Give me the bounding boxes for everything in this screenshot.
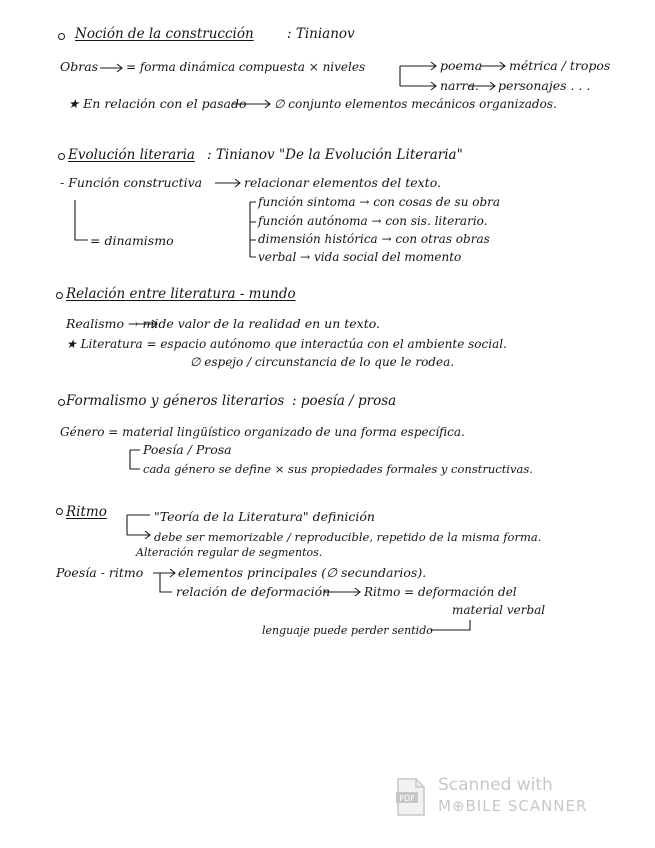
section5-line4b: elementos principales (∅ secundarios). — [178, 565, 427, 580]
section2-line1b: relacionar elementos del texto. — [244, 175, 441, 190]
section2-item-1: función sintoma → con cosas de su obra — [258, 195, 501, 209]
pdf-icon-label: PDF — [399, 794, 415, 803]
section5-line7: lenguaje puede perder sentido — [262, 624, 433, 637]
scanner-watermark — [394, 775, 604, 823]
section5-line5b: Ritmo = deformación del — [364, 585, 517, 599]
section5-line5a: relación de deformación — [176, 584, 331, 599]
section3-line3: ∅ espejo / circunstancia de lo que le rodea. — [190, 355, 455, 369]
section3-line1: Realismo → mide valor de la realidad en un texto. — [66, 316, 380, 331]
bullet-1 — [58, 33, 65, 40]
bullet-4 — [58, 399, 65, 406]
section1-author: : Tinianov — [287, 26, 355, 42]
section1-line1b: = forma dinámica compuesta × niveles — [126, 60, 366, 74]
section1-branch-b: narra. — [440, 78, 479, 93]
section4-line2: Poesía / Prosa — [143, 442, 232, 457]
section3-title: Relación entre literatura - mundo — [66, 286, 296, 302]
section5-title: Ritmo — [66, 504, 107, 520]
section2-item-4: verbal → vida social del momento — [258, 250, 462, 264]
section4-line3: cada género se define × sus propiedades formales y constructivas. — [143, 462, 533, 476]
section4-title-b: : poesía / prosa — [292, 393, 397, 409]
section1-branch-a2: métrica / tropos — [509, 58, 611, 73]
section5-line4a: Poesía - ritmo — [56, 565, 144, 580]
section3-line2: ★ Literatura = espacio autónomo que interactúa con el ambiente social. — [66, 337, 507, 351]
bullet-3 — [56, 292, 63, 299]
bullet-5 — [56, 508, 63, 515]
section2-item-3: dimensión histórica → con otras obras — [258, 232, 490, 246]
section1-line1a: Obras — [60, 59, 99, 74]
section2-line1a: - Función constructiva — [60, 175, 203, 190]
bullet-2 — [58, 153, 65, 160]
section1-branch-b2: personajes . . . — [498, 78, 591, 93]
section5-line1: "Teoría de la Literatura" definición — [154, 509, 375, 524]
section5-line3: Alteración regular de segmentos. — [136, 546, 323, 559]
section2-title: Evolución literaria — [68, 147, 195, 163]
section1-branch-a: poema — [440, 58, 483, 73]
section5-line6: material verbal — [452, 603, 546, 617]
section2-item-2: función autónoma → con sis. literario. — [258, 214, 488, 228]
section1-note-b: ∅ conjunto elementos mecánicos organizados. — [274, 97, 557, 111]
section1-title: Noción de la construcción — [75, 26, 254, 42]
section1-note-a: ★ En relación con el pasado — [68, 96, 247, 111]
section5-line2: debe ser memorizable / reproducible, repetido de la misma forma. — [154, 530, 542, 544]
watermark-line1: Scanned with — [438, 775, 553, 795]
section2-sub: = dinamismo — [90, 233, 174, 248]
section2-author: : Tinianov "De la Evolución Literaria" — [207, 147, 463, 163]
pdf-document-icon — [394, 777, 428, 817]
section4-title: Formalismo y géneros literarios — [66, 393, 285, 409]
section4-line1: Género = material lingüístico organizado de una forma específica. — [60, 425, 465, 439]
watermark-line2: M⊕BILE SCANNER — [438, 797, 588, 815]
